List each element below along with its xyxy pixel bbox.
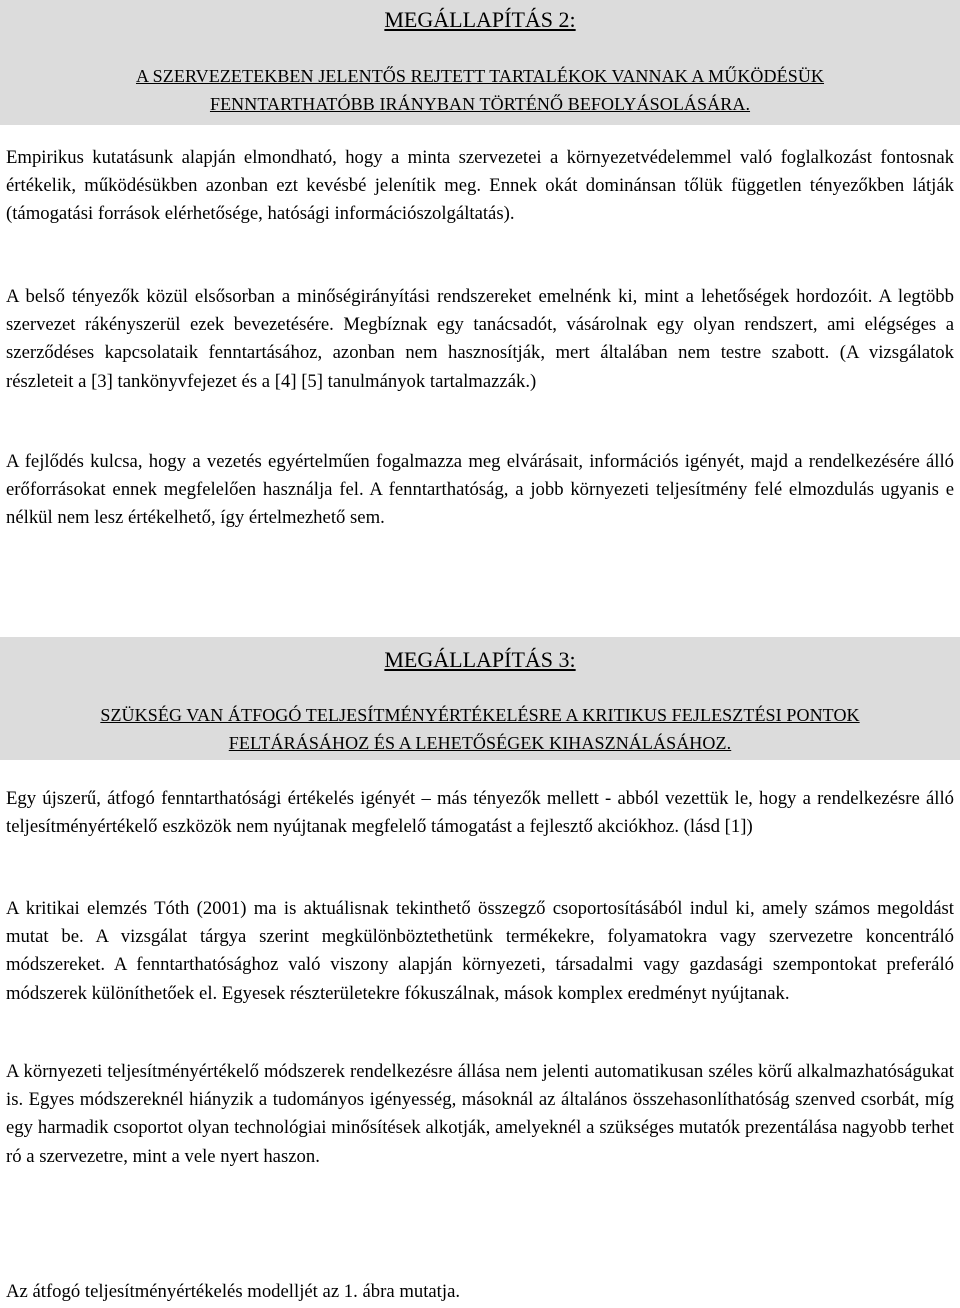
section3-subheading-line2: FELTÁRÁSÁHOZ ÉS A LEHETŐSÉGEK KIHASZNÁLÁSÁHOZ. xyxy=(228,733,732,753)
section3-paragraph-2: A kritikai elemzés Tóth (2001) ma is aktuálisnak tekinthető összegző csoportosításából indul ki, amely számos megoldást mutat be. A vizsgálat tárgya szerint megkülönböztethetünk termékekre, folyamatokra vagy szervezetre koncentráló módszereket. A fenntarthatósághoz való viszony alapján környezeti, társadalmi vagy gazdasági szempontokat preferáló módszerek különíthetőek el. Egyesek részterületekre fókuszálnak, mások komplex eredményt nyújtanak. xyxy=(6,898,954,1004)
section3-heading: MEGÁLLAPÍTÁS 3: xyxy=(384,647,576,672)
section2-subheading-line2: FENNTARTHATÓBB IRÁNYBAN TÖRTÉNŐ BEFOLYÁSOLÁSÁRA. xyxy=(209,94,751,114)
section2-heading: MEGÁLLAPÍTÁS 2: xyxy=(384,7,576,32)
section2-subheading-line1: A SZERVEZETEKBEN JELENTŐS REJTETT TARTALÉKOK VANNAK A MŰKÖDÉSÜK xyxy=(135,66,825,86)
section3-paragraph-4: Az átfogó teljesítményértékelés modelljét az 1. ábra mutatja. xyxy=(6,1281,461,1302)
section2-paragraph-2: A belső tényezők közül elsősorban a minőségirányítási rendszereket emelnénk ki, mint a lehetőségek hordozóit. A legtöbb szervezet rákényszerül ezek bevezetésére. Megbíznak egy tanácsadót, vásárolnak egy olyan rendszert, ami elégséges a szerződéses kapcsolataik fenntartásához, azonban nem hasznosítják, mert általában nem testre szabott. (A vizsgálatok részleteit a [3] tankönyvfejezet és a [4] [5] tanulmányok tartalmazzák.) xyxy=(6,286,954,392)
section3-paragraph-1: Egy újszerű, átfogó fenntarthatósági értékelés igényét – más tényezők mellett - abból vezettük le, hogy a rendelkezésre álló teljesítményértékelő eszközök nem nyújtanak megfelelő támogatást a fejlesztő akciókhoz. (lásd [1]) xyxy=(6,788,954,838)
section3-subheading-line1: SZÜKSÉG VAN ÁTFOGÓ TELJESÍTMÉNYÉRTÉKELÉSRE A KRITIKUS FEJLESZTÉSI PONTOK xyxy=(100,705,860,725)
section3-banner xyxy=(0,637,960,760)
section2-paragraph-1: Empirikus kutatásunk alapján elmondható, hogy a minta szervezetei a környezetvédelemmel való foglalkozást fontosnak értékelik, működésükben azonban ezt kevésbé jelenítik meg. Ennek okát dominánsan tőlük független tényezőkben látják (támogatási források elérhetősége, hatósági információszolgáltatás). xyxy=(6,147,954,225)
section3-paragraph-3: A környezeti teljesítményértékelő módszerek rendelkezésre állása nem jelenti automatikusan széles körű alkalmazhatóságukat is. Egyes módszereknél hiányzik a tudományos igényesség, másoknál az általános összehasonlíthatóság szenved csorbát, míg egy harmadik csoportot olyan technológiai minősítések alkotják, amelyeknél a szükséges mutatók prezentálása nagyobb terhet ró a szervezetre, mint a vele nyert haszon. xyxy=(6,1061,954,1167)
section2-banner xyxy=(0,0,960,125)
section2-paragraph-3: A fejlődés kulcsa, hogy a vezetés egyértelműen fogalmazza meg elvárásait, információs igényét, majd a rendelkezésére álló erőforrásokat ennek megfelelően használja fel. A fenntarthatóság, a jobb környezeti teljesítmény felé elmozdulás ugyanis e nélkül nem lesz értékelhető, így értelmezhető sem. xyxy=(6,451,954,529)
